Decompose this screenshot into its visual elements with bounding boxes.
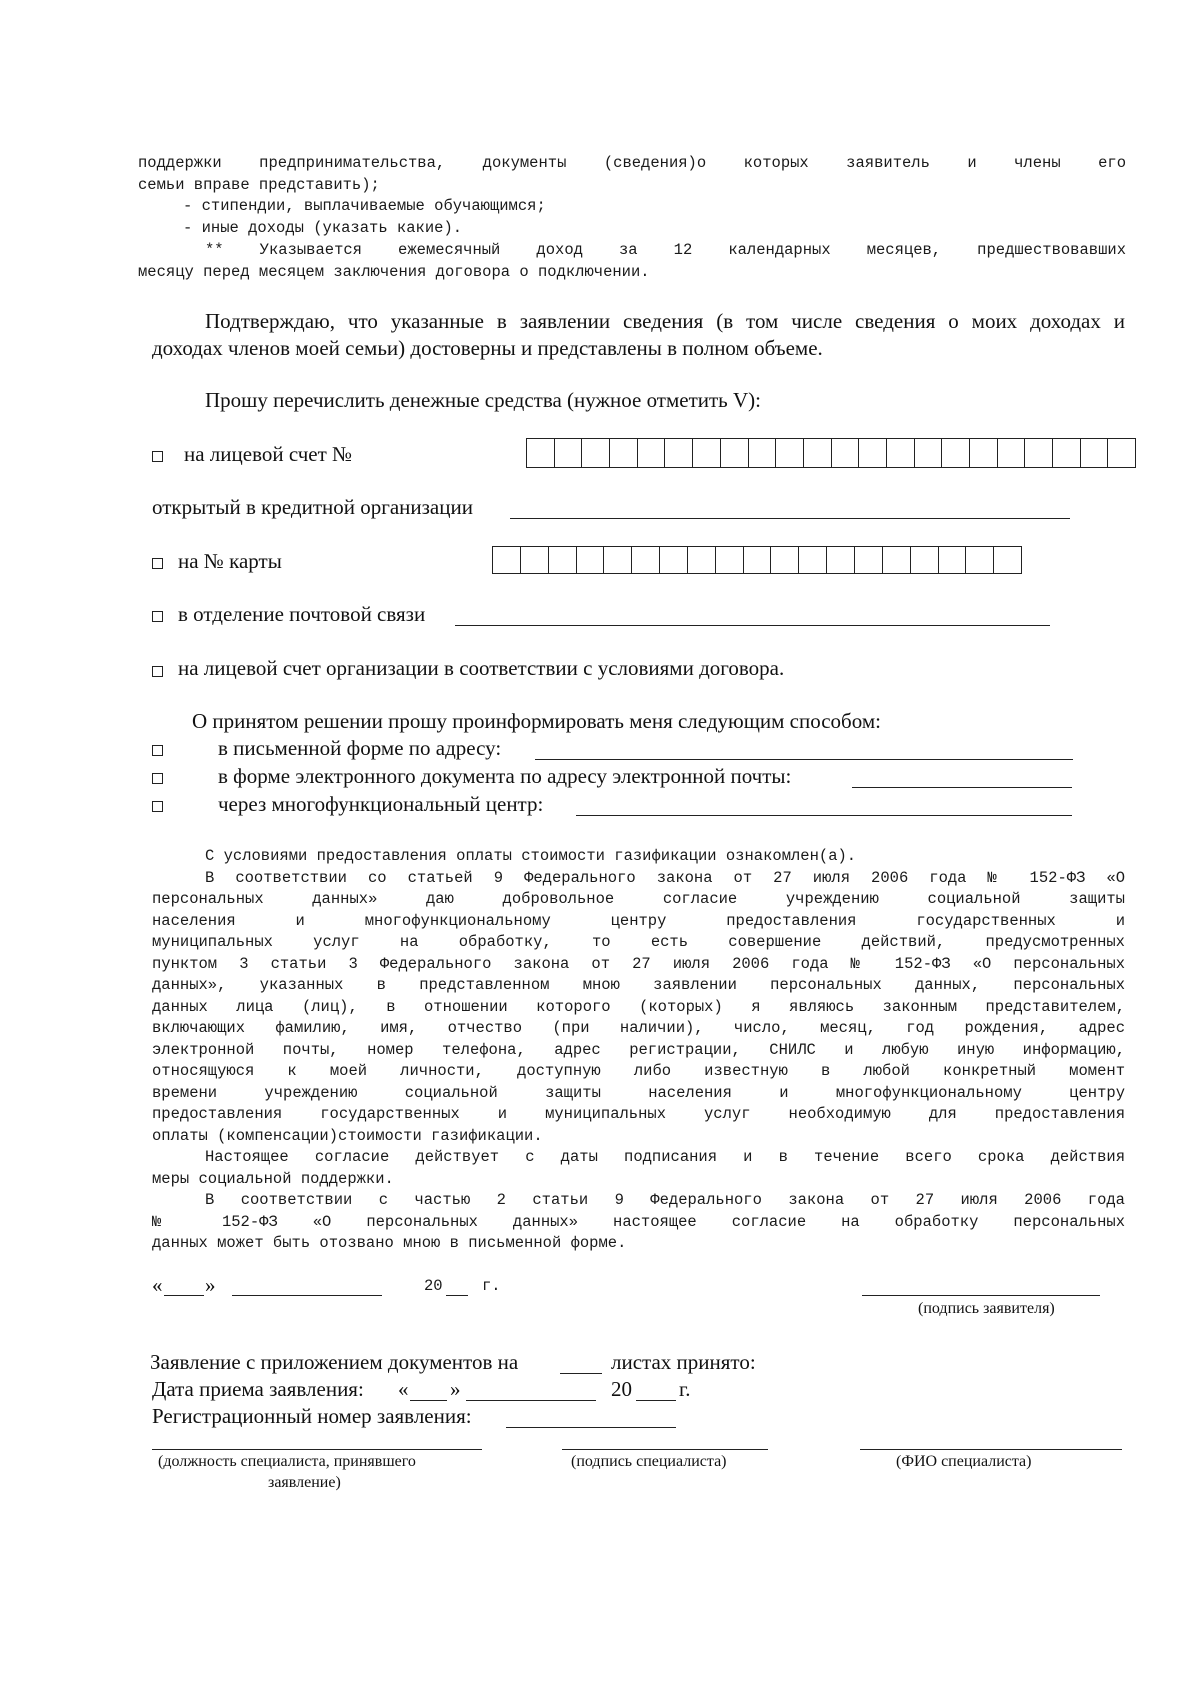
digit-cell[interactable] bbox=[832, 439, 860, 467]
inform-option1-checkbox[interactable] bbox=[152, 743, 163, 761]
inform-option2-line[interactable] bbox=[852, 787, 1072, 788]
digit-cell[interactable] bbox=[604, 547, 632, 573]
digit-cell[interactable] bbox=[716, 547, 744, 573]
post-checkbox[interactable] bbox=[152, 609, 163, 627]
reception-accepted-text: листах принято: bbox=[611, 1350, 756, 1374]
date-day-line[interactable] bbox=[164, 1295, 204, 1296]
digit-cell[interactable] bbox=[1053, 439, 1081, 467]
org-label: на лицевой счет организации в соответствии с условиями договора. bbox=[178, 656, 785, 680]
digit-cell[interactable] bbox=[855, 547, 883, 573]
consent-line: Настоящее согласие действует с даты подписания и в течение всего срока действия bbox=[205, 1148, 1125, 1166]
consent-line: предоставления государственных и муниципальных услуг необходимую для предоставления bbox=[152, 1105, 1125, 1123]
registration-number-line[interactable] bbox=[506, 1427, 676, 1428]
specialist-signature-caption: (подпись специалиста) bbox=[571, 1453, 727, 1470]
consent-line: данных может быть отозвано мною в письменной форме. bbox=[152, 1234, 627, 1252]
note-line: - стипендии, выплачиваемые обучающимся; bbox=[183, 197, 546, 215]
inform-option1-line[interactable] bbox=[535, 759, 1073, 760]
specialist-position-caption: заявление) bbox=[268, 1474, 341, 1491]
consent-line: электронной почты, номер телефона, адрес регистрации, СНИЛС и любую иную информацию, bbox=[152, 1041, 1125, 1059]
digit-cell[interactable] bbox=[939, 547, 967, 573]
consent-line: № 152-ФЗ «О персональных данных» настоящее согласие на обработку персональных bbox=[152, 1213, 1125, 1231]
confirm-text: доходах членов моей семьи) достоверны и представлены в полном объеме. bbox=[152, 336, 823, 360]
specialist-signature-line[interactable] bbox=[562, 1449, 768, 1450]
specialist-position-caption: (должность специалиста, принявшего bbox=[158, 1453, 416, 1470]
reception-pages-text: Заявление с приложением документов на bbox=[150, 1350, 519, 1374]
digit-cell[interactable] bbox=[994, 547, 1021, 573]
inform-option2-label: в форме электронного документа по адресу электронной почты: bbox=[218, 764, 792, 788]
inform-option3-line[interactable] bbox=[576, 815, 1072, 816]
inform-option3-checkbox[interactable] bbox=[152, 799, 163, 817]
note-line: поддержки предпринимательства, документы (сведения)о которых заявитель и члены его bbox=[138, 154, 1126, 172]
applicant-signature-caption: (подпись заявителя) bbox=[918, 1300, 1055, 1317]
digit-cell[interactable] bbox=[638, 439, 666, 467]
date-year-suffix: г. bbox=[482, 1277, 501, 1295]
digit-cell[interactable] bbox=[577, 547, 605, 573]
digit-cell[interactable] bbox=[1025, 439, 1053, 467]
inform-option3-label: через многофункциональный центр: bbox=[218, 792, 544, 816]
date-month-line[interactable] bbox=[232, 1295, 382, 1296]
date-year-line[interactable] bbox=[446, 1295, 468, 1296]
consent-line: В соответствии с частью 2 статьи 9 Федерального закона от 27 июля 2006 года bbox=[205, 1191, 1125, 1209]
note-line: семьи вправе представить); bbox=[138, 176, 380, 194]
consent-line: С условиями предоставления оплаты стоимости газификации ознакомлен(а). bbox=[205, 847, 857, 865]
digit-cell[interactable] bbox=[827, 547, 855, 573]
date-year-prefix: 20 bbox=[424, 1277, 443, 1295]
digit-cell[interactable] bbox=[942, 439, 970, 467]
consent-line: данных», указанных в представленном мною заявлении персональных данных, персональных bbox=[152, 976, 1125, 994]
digit-cell[interactable] bbox=[970, 439, 998, 467]
digit-cell[interactable] bbox=[776, 439, 804, 467]
card-label: на № карты bbox=[178, 549, 282, 573]
registration-number-label: Регистрационный номер заявления: bbox=[152, 1404, 472, 1428]
inform-option2-checkbox[interactable] bbox=[152, 771, 163, 789]
specialist-fio-caption: (ФИО специалиста) bbox=[896, 1453, 1032, 1470]
note-line: - иные доходы (указать какие). bbox=[183, 219, 463, 237]
consent-line: муниципальных услуг на обработку, то есть совершение действий, предусмотренных bbox=[152, 933, 1125, 951]
digit-cell[interactable] bbox=[799, 547, 827, 573]
digit-cell[interactable] bbox=[883, 547, 911, 573]
applicant-signature-line[interactable] bbox=[862, 1295, 1100, 1296]
reception-day-line[interactable] bbox=[410, 1400, 447, 1401]
consent-line: оплаты (компенсации)стоимости газификации. bbox=[152, 1127, 543, 1145]
digit-cell[interactable] bbox=[749, 439, 777, 467]
card-number-field[interactable] bbox=[492, 546, 1022, 574]
digit-cell[interactable] bbox=[493, 547, 521, 573]
bank-label: открытый в кредитной организации bbox=[152, 495, 473, 519]
digit-cell[interactable] bbox=[887, 439, 915, 467]
digit-cell[interactable] bbox=[859, 439, 887, 467]
inform-option1-label: в письменной форме по адресу: bbox=[218, 736, 502, 760]
digit-cell[interactable] bbox=[1108, 439, 1135, 467]
digit-cell[interactable] bbox=[911, 547, 939, 573]
consent-line: пунктом 3 статьи 3 Федерального закона от 27 июля 2006 года № 152-ФЗ «О персональных bbox=[152, 955, 1125, 973]
consent-line: населения и многофункциональному центру предоставления государственных и bbox=[152, 912, 1125, 930]
payment-intro: Прошу перечислить денежные средства (нужное отметить V): bbox=[205, 388, 761, 412]
consent-line: относящуюся к моей личности, доступную либо известную в любой конкретный момент bbox=[152, 1062, 1125, 1080]
card-checkbox[interactable] bbox=[152, 556, 163, 574]
digit-cell[interactable] bbox=[1081, 439, 1109, 467]
reception-year-line[interactable] bbox=[636, 1400, 676, 1401]
digit-cell[interactable] bbox=[527, 439, 555, 467]
digit-cell[interactable] bbox=[665, 439, 693, 467]
digit-cell[interactable] bbox=[693, 439, 721, 467]
specialist-fio-line[interactable] bbox=[860, 1449, 1122, 1450]
date-open-quote: « bbox=[152, 1273, 163, 1297]
digit-cell[interactable] bbox=[660, 547, 688, 573]
note-line: месяцу перед месяцем заключения договора о подключении. bbox=[138, 263, 650, 281]
reception-date-open: « bbox=[398, 1377, 409, 1401]
post-input-line[interactable] bbox=[455, 625, 1050, 626]
reception-year-g: г. bbox=[679, 1377, 691, 1401]
digit-cell[interactable] bbox=[582, 439, 610, 467]
reception-month-line[interactable] bbox=[466, 1400, 596, 1401]
inform-intro: О принятом решении прошу проинформировать меня следующим способом: bbox=[192, 709, 881, 733]
post-label: в отделение почтовой связи bbox=[178, 602, 426, 626]
consent-line: меры социальной поддержки. bbox=[152, 1170, 394, 1188]
digit-cell[interactable] bbox=[771, 547, 799, 573]
account-checkbox[interactable] bbox=[152, 449, 163, 467]
reception-date-label: Дата приема заявления: bbox=[152, 1377, 364, 1401]
consent-line: персональных данных» даю добровольное согласие учреждению социальной защиты bbox=[152, 890, 1125, 908]
digit-cell[interactable] bbox=[966, 547, 994, 573]
specialist-position-line[interactable] bbox=[152, 1449, 482, 1450]
digit-cell[interactable] bbox=[998, 439, 1026, 467]
consent-line: В соответствии со статьей 9 Федерального закона от 27 июля 2006 года № 152-ФЗ «О bbox=[205, 869, 1125, 887]
digit-cell[interactable] bbox=[721, 439, 749, 467]
confirm-text: Подтверждаю, что указанные в заявлении сведения (в том числе сведения о моих доходах и bbox=[205, 309, 1125, 333]
digit-cell[interactable] bbox=[610, 439, 638, 467]
consent-line: данных лица (лиц), в отношении которого (которых) я являюсь законным представителем, bbox=[152, 998, 1125, 1016]
bank-input-line[interactable] bbox=[510, 518, 1070, 519]
note-line: ** Указывается ежемесячный доход за 12 календарных месяцев, предшествовавших bbox=[205, 241, 1126, 259]
digit-cell[interactable] bbox=[555, 439, 583, 467]
digit-cell[interactable] bbox=[632, 547, 660, 573]
digit-cell[interactable] bbox=[688, 547, 716, 573]
digit-cell[interactable] bbox=[549, 547, 577, 573]
consent-line: времени учреждению социальной защиты населения и многофункциональному центру bbox=[152, 1084, 1125, 1102]
account-label: на лицевой счет № bbox=[184, 442, 353, 466]
reception-year-prefix: 20 bbox=[611, 1377, 632, 1401]
reception-date-close: » bbox=[450, 1377, 461, 1401]
digit-cell[interactable] bbox=[744, 547, 772, 573]
digit-cell[interactable] bbox=[915, 439, 943, 467]
consent-line: включающих фамилию, имя, отчество (при наличии), число, месяц, год рождения, адрес bbox=[152, 1019, 1125, 1037]
account-number-field[interactable] bbox=[526, 438, 1136, 468]
reception-pages-line[interactable] bbox=[560, 1373, 602, 1374]
digit-cell[interactable] bbox=[804, 439, 832, 467]
date-close-quote: » bbox=[205, 1273, 216, 1297]
org-checkbox[interactable] bbox=[152, 664, 163, 682]
digit-cell[interactable] bbox=[521, 547, 549, 573]
